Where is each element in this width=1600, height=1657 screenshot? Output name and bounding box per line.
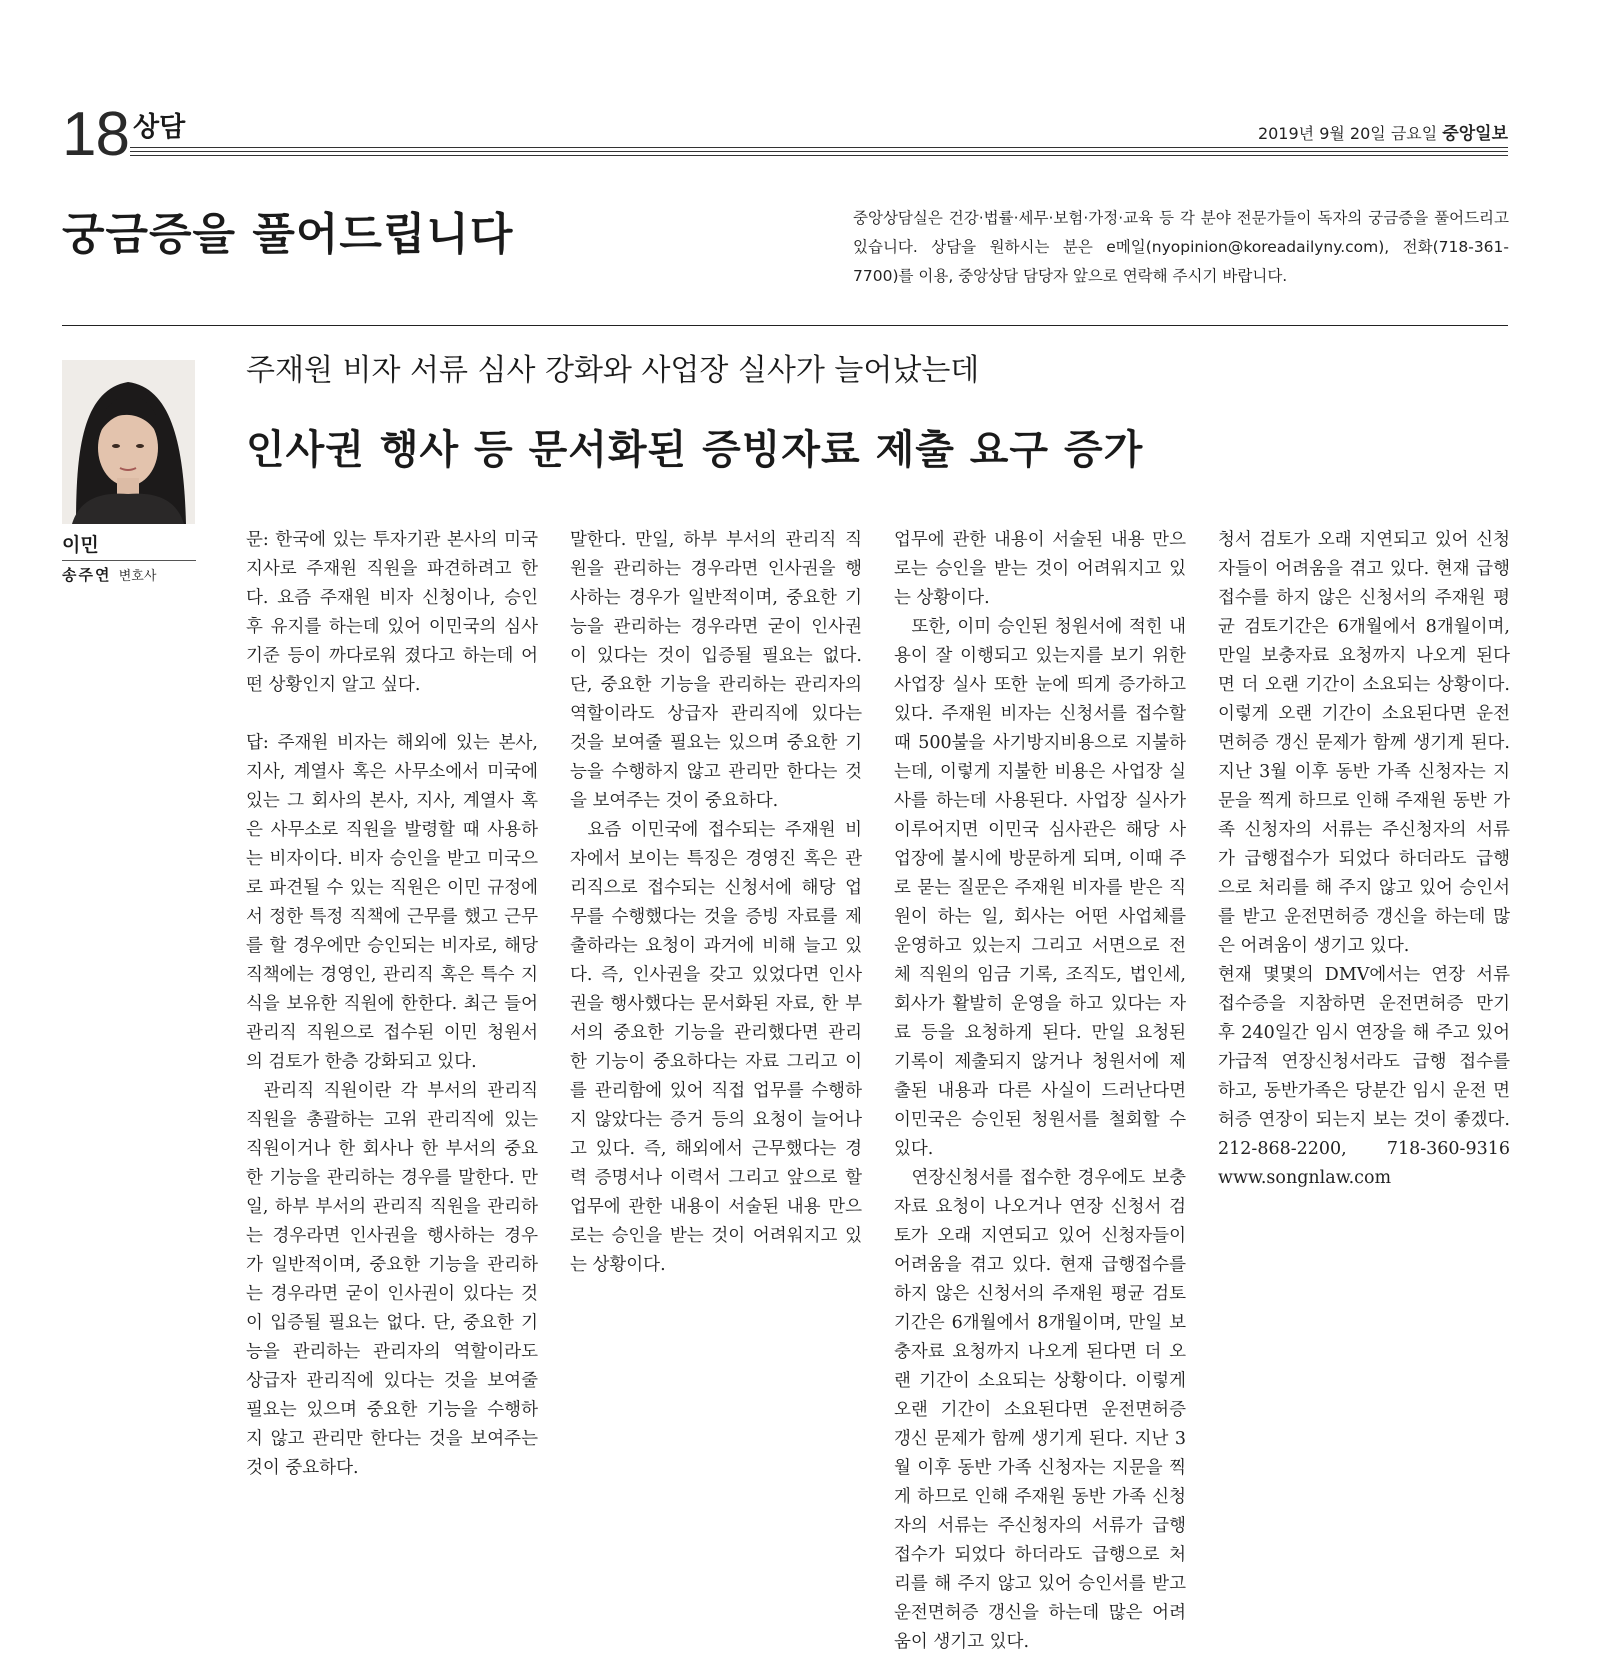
body-paragraph: 청서 검토가 오래 지연되고 있어 신청자들이 어려움을 겪고 있다. 현재 급행접수를 하지 않은 신청서의 주재원 평균 검토기간은 6개월에서 8개월이며, 만일 보충자료 요청까지 나오게 된다면 더 오랜 기간이 소요되는 상황이다. 이렇게 오랜 기간이 소요된다면 운전면허증 갱신 문제가 함께 생기게 된다. 지난 3월 이후 동반 가족 신청자는 지문을 찍게 하므로 인해 주재원 동반 가족 신청자의 서류는 주신청자의 서류가 급행접수가 되었다 하더라도 급행으로 처리를 해 주지 않고 있어 승인서를 받고 운전면허증 갱신을 하는데 많은 어려움이 생기고 있다. xyxy=(1218,530,1510,956)
portrait-image xyxy=(62,360,195,524)
column-title: 궁금증을 풀어드립니다 xyxy=(62,209,514,260)
page-number: 18 xyxy=(62,100,129,169)
question-paragraph: 문: 한국에 있는 투자기관 본사의 미국 지사로 주재원 직원을 파견하려고 한다. 요즘 주재원 비자 신청이나, 승인 후 유지를 하는데 있어 이민국의 심사 기준 등이 까다로워 졌다고 하는데 어떤 상황인지 알고 싶다. xyxy=(246,530,538,695)
closing-paragraph: 현재 몇몇의 DMV에서는 연장 서류 접수증을 지참하면 운전면허증 만기 후 240일간 임시 연장을 해 주고 있어 가급적 연장신청서라도 급행 접수를 하고, 동반가족은 당분간 임시 운전 면허증 연장이 되는지 보는 것이 좋겠다. 212-868-2200, 718-360-9316 www.songnlaw.com xyxy=(1218,965,1510,1188)
body-paragraph: 업무에 관한 내용이 서술된 내용 만으로는 승인을 받는 것이 어려워지고 있는 상황이다. xyxy=(894,530,1186,608)
header-rule xyxy=(130,155,1508,156)
author-title: 변호사 xyxy=(118,569,157,584)
section-divider xyxy=(62,325,1508,326)
publication-date: 2019년 9월 20일 금요일 xyxy=(1257,124,1438,143)
header-rule xyxy=(130,147,1508,148)
author-photo xyxy=(62,360,195,524)
intro-text: 중앙상담실은 건강·법률·세무·보험·가정·교육 등 각 분야 전문가들이 독자의 궁금증을 풀어드리고 있습니다. 상담을 원하시는 분은 e메일(nyopinion@koreadailyny.com), 전화(718-361-7700)를 이용, 중앙상담 담당자 앞으로 연락해 주시기 바랍니다. xyxy=(853,209,1509,285)
body-paragraph: 말한다. 만일, 하부 부서의 관리직 직원을 관리하는 경우라면 인사권을 행사하는 경우가 일반적이며, 중요한 기능을 관리하는 경우라면 굳이 인사권이 있다는 것이 입증될 필요는 없다. 단, 중요한 기능을 관리하는 관리자의 역할이라도 상급자 관리직에 있다는 것을 보여줄 필요는 있으며 중요한 기능을 수행하지 않고 관리만 한다는 것을 보여주는 것이 중요하다. xyxy=(570,530,862,811)
section-label: 상담 xyxy=(133,112,186,143)
body-paragraph: 관리직 직원이란 각 부서의 관리직 직원을 총괄하는 고위 관리직에 있는 직원이거나 한 회사나 한 부서의 중요한 기능을 관리하는 경우를 말한다. 만일, 하부 부서의 관리직 직원을 관리하는 경우라면 인사권을 행사하는 경우가 일반적이며, 중요한 기능을 관리하는 경우라면 굳이 인사권이 있다는 것이 입증될 필요는 없다. 단, 중요한 기능을 관리하는 관리자의 역할이라도 상급자 관리직에 있다는 것을 보여줄 필요는 있으며 중요한 기능을 수행하지 않고 관리만 한다는 것을 보여주는 것이 중요하다. xyxy=(246,1081,538,1478)
article-column-3 xyxy=(894,526,1186,1652)
author-divider xyxy=(62,560,196,561)
article-column-2 xyxy=(570,526,862,1275)
body-paragraph: 연장신청서를 접수한 경우에도 보충자료 요청이 나오거나 연장 신청서 검토가 오래 지연되고 있어 신청자들이 어려움을 겪고 있다. 현재 급행접수를 하지 않은 신청서의 주재원 평균 검토기간은 6개월에서 8개월이며, 만일 보충자료 요청까지 나오게 된다면 더 오랜 기간이 소요되는 상황이다. 이렇게 오랜 기간이 소요된다면 운전면허증 갱신 문제가 함께 생기게 된다. 지난 3월 이후 동반 가족 신청자는 지문을 찍게 하므로 인해 주재원 동반 가족 신청자의 서류는 주신청자의 서류가 급행접수가 되었다 하더라도 급행으로 처리를 해 주지 않고 있어 승인서를 받고 운전면허증 갱신을 하는데 많은 어려움이 생기고 있다. xyxy=(894,1168,1186,1652)
author-byline xyxy=(62,564,156,588)
article-headline: 인사권 행사 등 문서화된 증빙자료 제출 요구 증가 xyxy=(246,426,1144,473)
answer-paragraph: 답: 주재원 비자는 해외에 있는 본사, 지사, 계열사 혹은 사무소에서 미국에 있는 그 회사의 본사, 지사, 계열사 혹은 사무소로 직원을 발령할 때 사용하는 비자이다. 비자 승인을 받고 미국으로 파견될 수 있는 직원은 이민 규정에서 정한 특정 직책에 근무를 했고 근무를 할 경우에만 승인되는 비자로, 해당 직책에는 경영인, 관리직 혹은 특수 지식을 보유한 직원에 한한다. 최근 들어 관리직 직원으로 접수된 이민 청원서의 검토가 한층 강화되고 있다. xyxy=(246,733,538,1072)
body-paragraph: 요즘 이민국에 접수되는 주재원 비자에서 보이는 특징은 경영진 혹은 관리직으로 접수되는 신청서에 해당 업무를 수행했다는 것을 증빙 자료를 제출하라는 요청이 과거에 비해 늘고 있다. 즉, 인사권을 갖고 있었다면 인사권을 행사했다는 문서화된 자료, 한 부서의 중요한 기능을 관리했다면 관리한 기능이 중요하다는 자료 그리고 이를 관리함에 있어 직접 업무를 수행하지 않았다는 증거 등의 요청이 늘어나고 있다. 즉, 해외에서 근무했다는 경력 증명서나 이력서 그리고 앞으로 할 업무에 관한 내용이 서술된 내용 만으로는 승인을 받는 것이 어려워지고 있는 상황이다. xyxy=(570,820,862,1275)
body-paragraph: 또한, 이미 승인된 청원서에 적힌 내용이 잘 이행되고 있는지를 보기 위한 사업장 실사 또한 눈에 띄게 증가하고 있다. 주재원 비자는 신청서를 접수할 때 500불을 사기방지비용으로 지불하는데, 이렇게 지불한 비용은 사업장 실사를 하는데 사용된다. 사업장 실사가 이루어지면 이민국 심사관은 해당 사업장에 불시에 방문하게 되며, 이때 주로 묻는 질문은 주재원 비자를 받은 직원이 하는 일, 회사는 어떤 사업체를 운영하고 있는지 그리고 서면으로 전체 직원의 임금 기록, 조직도, 법인세, 회사가 활발히 운영을 하고 있다는 자료 등을 요청하게 된다. 만일 요청된 기록이 제출되지 않거나 청원서에 제출된 내용과 다른 사실이 드러난다면 이민국은 승인된 청원서를 철회할 수 있다. xyxy=(894,617,1186,1159)
author-name: 송주연 xyxy=(62,566,112,584)
article-column-4 xyxy=(1218,526,1510,1193)
article-column-1 xyxy=(246,526,538,1478)
category-tag: 이민 xyxy=(62,534,99,556)
article-subheadline: 주재원 비자 서류 심사 강화와 사업장 실사가 늘어났는데 xyxy=(246,353,980,388)
masthead-date xyxy=(1258,124,1508,144)
paper-name: 중앙일보 xyxy=(1442,124,1508,144)
header-rule xyxy=(130,151,1508,152)
